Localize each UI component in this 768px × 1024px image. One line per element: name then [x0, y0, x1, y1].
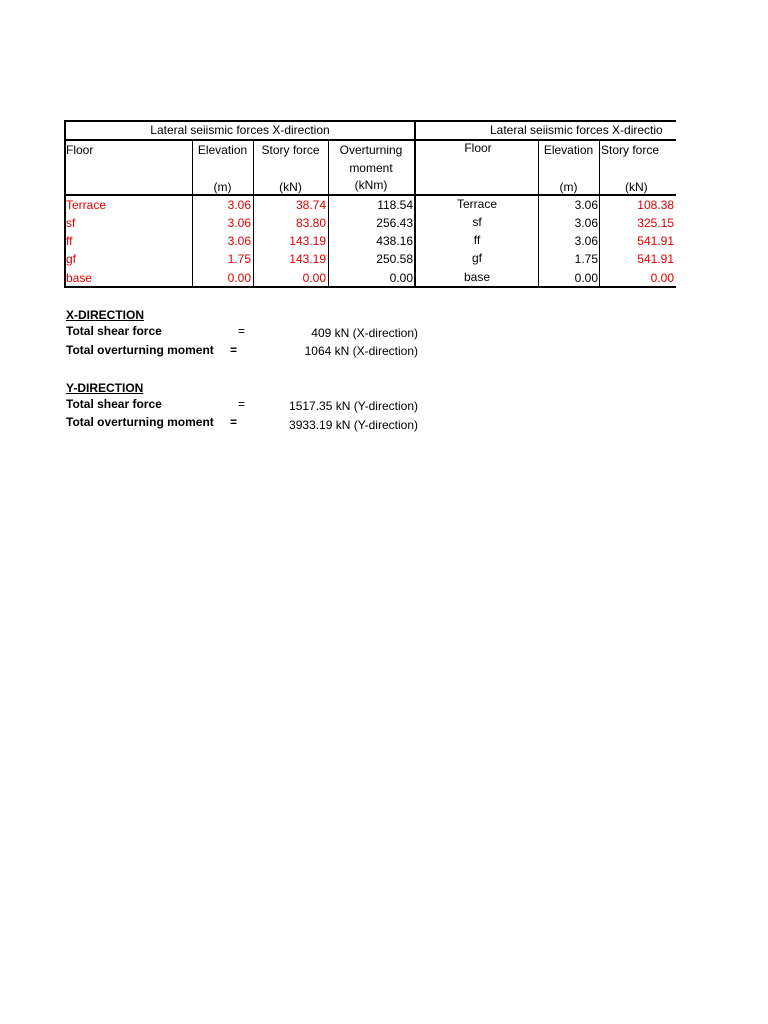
table-row-floor: Terrace — [66, 198, 107, 212]
left-header-elevation: Elevation — [197, 143, 248, 157]
table-row-floor: base — [463, 270, 491, 284]
y-direction-heading: Y-DIRECTION — [66, 381, 144, 395]
x-shear-label: Total shear force — [66, 324, 162, 338]
x-shear-equals: = — [238, 324, 246, 338]
right-table-clip — [414, 120, 676, 288]
right-unit-force: (kN) — [625, 180, 648, 194]
table-row-story-force: 541.91 — [637, 252, 674, 266]
x-direction-heading: X-DIRECTION — [66, 308, 144, 322]
right-header-story-force: Story force — [601, 143, 660, 157]
table-row-story-force: 38.74 — [295, 198, 326, 212]
table-row-floor: Terrace — [456, 197, 497, 211]
left-title-divider — [64, 139, 416, 141]
table-row-floor: sf — [472, 215, 482, 229]
table-row-elevation: 3.06 — [227, 234, 251, 248]
table-row-story-force: 83.80 — [295, 216, 326, 230]
left-unit-force: (kN) — [279, 180, 302, 194]
table-row-moment: 438.16 — [376, 234, 413, 248]
table-row-floor: gf — [66, 252, 77, 266]
table-row-elevation: 3.06 — [574, 198, 598, 212]
table-row-story-force: 143.19 — [289, 234, 326, 248]
right-table-title: Lateral seiismic forces X-directio — [490, 123, 663, 137]
x-shear-value: 409 kN (X-direction) — [311, 326, 418, 340]
y-shear-value: 1517.35 kN (Y-direction) — [289, 399, 418, 413]
table-row-elevation: 3.06 — [574, 234, 598, 248]
table-row-story-force: 0.00 — [302, 271, 326, 285]
table-row-moment: 250.58 — [376, 252, 413, 266]
table-row-elevation: 0.00 — [227, 271, 251, 285]
left-table-title: Lateral seiismic forces X-direction — [150, 123, 330, 137]
y-moment-label: Total overturning moment — [66, 415, 214, 429]
table-row-elevation: 1.75 — [227, 252, 251, 266]
y-moment-equals: = — [230, 415, 238, 429]
table-row-floor: base — [66, 271, 93, 285]
x-moment-label: Total overturning moment — [66, 343, 214, 357]
left-header-overturning: Overturning — [339, 143, 403, 157]
table-row-story-force: 325.15 — [637, 216, 674, 230]
table-row-moment: 0.00 — [389, 271, 413, 285]
left-header-story-force: Story force — [261, 143, 320, 157]
table-row-story-force: 143.19 — [289, 252, 326, 266]
table-row-story-force: 108.38 — [637, 198, 674, 212]
right-header-elevation: Elevation — [543, 143, 594, 157]
left-header-floor: Floor — [66, 143, 94, 157]
table-row-floor: gf — [471, 251, 482, 265]
table-row-elevation: 0.00 — [574, 271, 598, 285]
table-row-story-force: 0.00 — [650, 271, 674, 285]
left-header-moment: moment — [349, 161, 393, 175]
right-unit-elevation: (m) — [559, 180, 578, 194]
table-row-elevation: 3.06 — [227, 198, 251, 212]
table-row-story-force: 541.91 — [637, 234, 674, 248]
table-row-elevation: 3.06 — [227, 216, 251, 230]
y-shear-equals: = — [238, 397, 246, 411]
left-unit-elevation: (m) — [213, 180, 232, 194]
table-row-moment: 118.54 — [377, 198, 413, 212]
y-shear-label: Total shear force — [66, 397, 162, 411]
table-row-floor: ff — [473, 233, 481, 247]
x-moment-equals: = — [230, 343, 238, 357]
right-header-floor: Floor — [464, 141, 492, 155]
table-row-elevation: 1.75 — [574, 252, 598, 266]
table-row-floor: ff — [66, 234, 73, 248]
left-unit-moment: (kNm) — [354, 178, 388, 192]
table-row-elevation: 3.06 — [574, 216, 598, 230]
y-moment-value: 3933.19 kN (Y-direction) — [289, 418, 418, 432]
table-row-moment: 256.43 — [376, 216, 413, 230]
table-row-floor: sf — [66, 216, 76, 230]
x-moment-value: 1064 kN (X-direction) — [304, 344, 418, 358]
